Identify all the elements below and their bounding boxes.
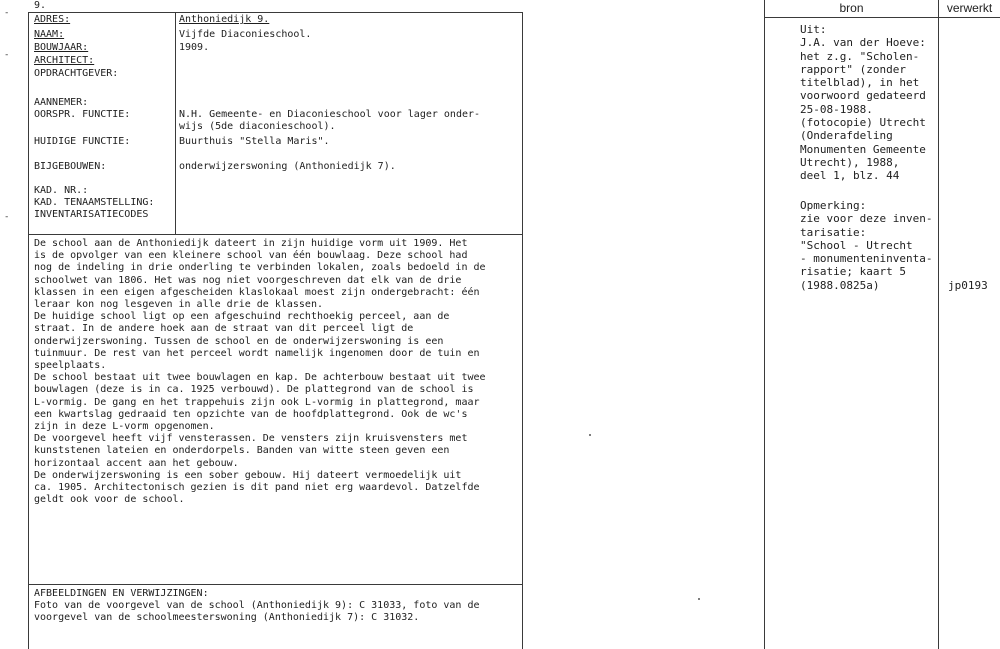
margin-tick: - — [4, 50, 10, 60]
source-line: (Onderafdeling — [800, 129, 893, 143]
fields-bottom-rule — [28, 234, 522, 235]
remark-line: zie voor deze inven- — [800, 212, 933, 226]
bron-verwerkt-divider — [938, 0, 939, 649]
description-line: klassen in een eigen afgescheiden klaslokaal moest zijn ondergebracht: één — [34, 286, 480, 298]
references-line: voorgevel van de schoolmeesterswoning (Anthoniedijk 7): C 31032. — [34, 612, 420, 624]
remark-line: tarisatie: — [800, 225, 867, 239]
references-section — [34, 588, 520, 625]
source-line: deel 1, blz. 44 — [800, 169, 900, 183]
bron-header: bron — [839, 1, 864, 15]
source-text — [800, 23, 936, 183]
column-header-rule — [764, 17, 1000, 18]
field-label: ADRES: — [34, 14, 71, 25]
description-line: De onderwijzerswoning is een sober gebouw. Hij dateert vermoedelijk uit — [34, 469, 462, 481]
description-line: De school bestaat uit twee bouwlagen en kap. De achterbouw bestaat uit twee — [34, 372, 486, 384]
description-line: kunststenen lateien en onderdorpels. Banden van witte steen geven een — [34, 445, 450, 457]
left-margin-rule — [28, 12, 29, 649]
field-value: N.H. Gemeente- en Diaconieschool voor lager onder- wijs (5de diaconieschool). — [179, 109, 481, 133]
description-line: is de opvolger van een kleinere school van één bouwlaag. Deze school had — [34, 250, 468, 262]
field-label: OPDRACHTGEVER: — [34, 68, 119, 79]
field-label: NAAM: — [34, 29, 65, 40]
source-line: titelblad), in het — [800, 76, 920, 90]
description-line: leraar kon nog lesgeven in alle drie de klassen. — [34, 299, 323, 311]
bron-left-rule — [764, 0, 765, 649]
description-text — [34, 238, 520, 506]
description-line: een kwartslag gedraaid ten opzichte van de hoofdplattegrond. Ook de wc's — [34, 408, 468, 420]
description-line: De school aan de Anthoniedijk dateert in zijn huidige vorm uit 1909. Het — [34, 238, 468, 249]
field-value: Vijfde Diaconieschool. — [179, 29, 312, 40]
page-number: 9. — [34, 0, 47, 11]
description-line: geldt ook voor de school. — [34, 494, 185, 506]
field-label: AANNEMER: — [34, 97, 89, 108]
label-value-divider — [175, 12, 176, 234]
description-line: ca. 1905. Architectonisch gezien is dit pand niet erg waardevol. Datzelfde — [34, 482, 480, 494]
references-top-rule — [28, 584, 522, 585]
scan-speck — [589, 434, 591, 436]
references-heading: AFBEELDINGEN EN VERWIJZINGEN: — [34, 588, 209, 599]
source-line: (fotocopie) Utrecht — [800, 116, 926, 130]
remark-line: (1988.0825a) — [800, 278, 880, 292]
remark-text — [800, 199, 936, 292]
source-line: 25-08-1988. — [800, 102, 873, 116]
source-line: voorwoord gedateerd — [800, 89, 926, 103]
description-line: De huidige school ligt op een afgeschuind rechthoekig perceel, aan de — [34, 311, 450, 323]
description-line: L-vormig. De gang en het trappehuis zijn ook L-vormig in plattegrond, maar — [34, 396, 480, 408]
description-line: nog de indeling in drie onderling te verbinden lokalen, zoals bedoeld in de — [34, 262, 486, 274]
field-label: KAD. NR.: — [34, 185, 89, 196]
field-label: OORSPR. FUNCTIE: — [34, 109, 131, 120]
remark-line: - monumenteninventa- — [800, 252, 933, 266]
description-line: onderwijzerswoning. Tussen de school en de onderwijzerswoning is een — [34, 335, 444, 347]
references-line: Foto van de voorgevel van de school (Anthoniedijk 9): C 31033, foto van de — [34, 600, 480, 612]
source-line: Uit: — [800, 23, 827, 36]
description-line: bouwlagen (deze is in ca. 1925 verbouwd). De plattegrond van de school is — [34, 384, 474, 396]
form-right-rule — [522, 12, 523, 649]
source-line: Monumenten Gemeente — [800, 142, 926, 156]
field-label: BIJGEBOUWEN: — [34, 161, 107, 172]
description-line: horizontaal accent aan het gebouw. — [34, 457, 239, 469]
description-line: tuinmuur. De rest van het perceel wordt namelijk ingenomen door de tuin en — [34, 347, 480, 359]
field-label: BOUWJAAR: — [34, 42, 89, 53]
scan-speck — [698, 598, 700, 600]
verwerkt-code: jp0193 — [948, 279, 988, 292]
remark-line: risatie; kaart 5 — [800, 265, 906, 279]
description-line: De voorgevel heeft vijf vensterassen. De vensters zijn kruisvensters met — [34, 433, 468, 445]
field-value: onderwijzerswoning (Anthoniedijk 7). — [179, 161, 396, 172]
field-value: Buurthuis "Stella Maris". — [179, 136, 330, 147]
description-line: schoolwet van 1806. Het was nog niet voorgeschreven dat elk van de drie — [34, 274, 462, 286]
field-value: Anthoniedijk 9. — [179, 14, 270, 25]
field-label: KAD. TENAAMSTELLING: — [34, 197, 155, 208]
field-label: INVENTARISATIECODES — [34, 209, 149, 220]
source-line: het z.g. "Scholen- — [800, 49, 920, 63]
remark-line: Opmerking: — [800, 199, 867, 212]
description-line: straat. In de andere hoek aan de straat van dit perceel ligt de — [34, 323, 414, 335]
margin-tick: - — [4, 212, 10, 222]
verwerkt-header: verwerkt — [946, 1, 993, 15]
field-label: HUIDIGE FUNCTIE: — [34, 136, 131, 147]
remark-line: "School - Utrecht — [800, 238, 913, 252]
description-line: zijn in deze L-vorm opgenomen. — [34, 421, 215, 433]
field-value: 1909. — [179, 42, 210, 53]
top-rule — [28, 12, 522, 13]
description-line: speelplaats. — [34, 360, 107, 372]
source-line: Utrecht), 1988, — [800, 155, 900, 169]
source-line: J.A. van der Hoeve: — [800, 36, 926, 50]
source-line: rapport" (zonder — [800, 62, 906, 76]
margin-tick: - — [4, 8, 10, 18]
field-label: ARCHITECT: — [34, 55, 95, 66]
